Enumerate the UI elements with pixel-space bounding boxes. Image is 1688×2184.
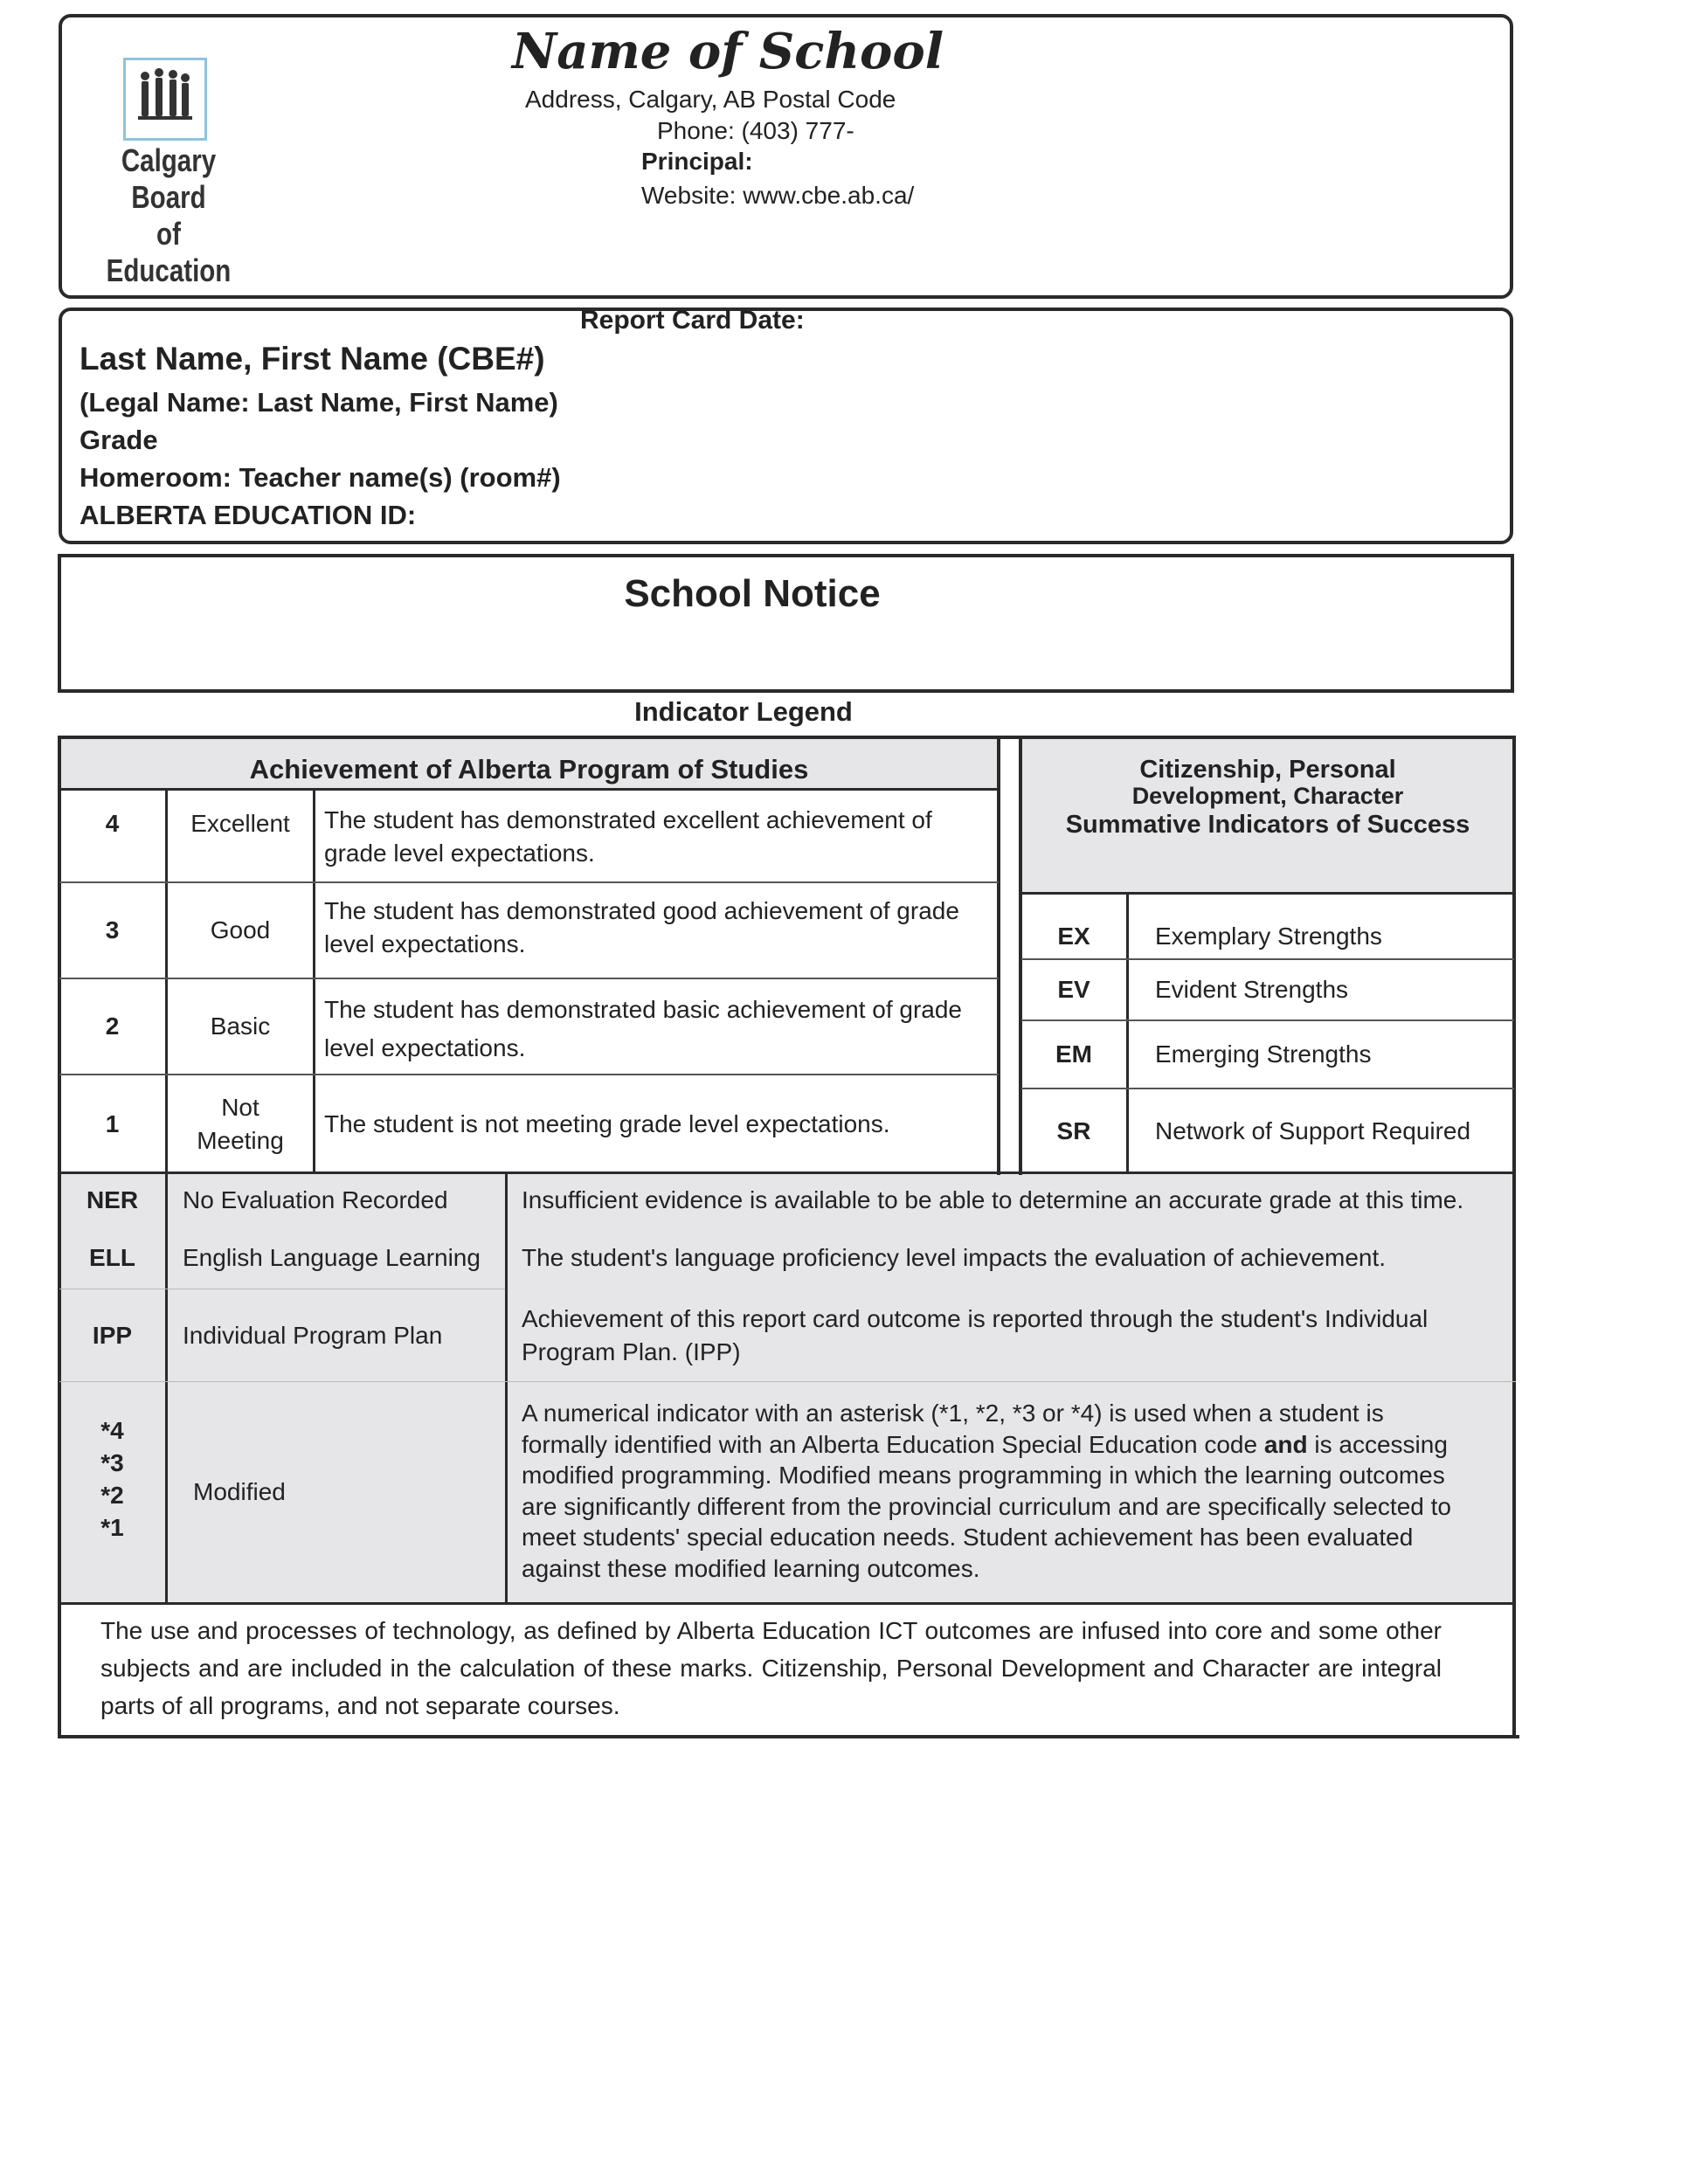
- achievement-label-not-meeting: Not Meeting: [197, 1094, 284, 1154]
- cbe-logo: [123, 58, 207, 141]
- citizenship-label-ev: Evident Strengths: [1155, 976, 1349, 1003]
- principal-label: Principal:: [641, 148, 753, 175]
- achievement-label-excellent: Excellent: [190, 810, 290, 837]
- modified-codes: [59, 1414, 165, 1544]
- indicator-code-ell: ELL: [89, 1244, 135, 1271]
- indicator-legend-title: Indicator Legend: [634, 696, 853, 727]
- report-card-date-label: Report Card Date:: [580, 306, 805, 335]
- modified-label: Modified: [193, 1478, 286, 1505]
- student-name: Last Name, First Name (CBE#): [80, 341, 545, 377]
- student-legal-name: (Legal Name: Last Name, First Name): [80, 387, 558, 418]
- achievement-desc-excellent: The student has demonstrated excellent achievement of grade level expectations.: [324, 806, 932, 867]
- school-notice-title: School Notice: [624, 572, 881, 615]
- achievement-desc-not-meeting: The student is not meeting grade level expectations.: [324, 1110, 890, 1137]
- achievement-code-4: 4: [105, 810, 120, 837]
- indicator-code-ner: NER: [86, 1186, 139, 1213]
- citizenship-col-divider: [1126, 892, 1129, 1173]
- school-phone: Phone: (403) 777-: [657, 117, 854, 144]
- citizenship-header-line3: Summative Indicators of Success: [1065, 811, 1470, 839]
- legend-top-border: [58, 736, 1516, 739]
- citizenship-header-line2: Development, Character: [1131, 783, 1404, 809]
- citizenship-code-ex: EX: [1057, 923, 1090, 950]
- cbe-logo-text: [93, 142, 244, 289]
- school-address: Address, Calgary, AB Postal Code: [525, 86, 896, 113]
- modified-desc: [522, 1398, 1474, 1584]
- school-website: Website: www.cbe.ab.ca/: [641, 182, 915, 209]
- achievement-col2-divider: [313, 788, 315, 1173]
- citizenship-code-sr: SR: [1056, 1117, 1091, 1144]
- indicator-label-ipp: Individual Program Plan: [183, 1322, 443, 1349]
- achievement-code-1: 1: [105, 1110, 120, 1137]
- indicator-label-ner: No Evaluation Recorded: [183, 1186, 448, 1213]
- legend-right-border: [1512, 736, 1516, 1738]
- citizenship-label-sr: Network of Support Required: [1155, 1117, 1471, 1144]
- modified-code-4: *4: [100, 1417, 124, 1444]
- modified-code-2: *2: [100, 1482, 124, 1509]
- achievement-code-3: 3: [105, 916, 120, 943]
- indicator-desc-ipp: Achievement of this report card outcome is reported through the student's Individual Program Plan. (IPP): [522, 1305, 1429, 1365]
- logo-text-line1: Calgary Board: [121, 142, 217, 215]
- achievement-header: Achievement of Alberta Program of Studies: [249, 754, 809, 784]
- indicator-desc-ner: Insufficient evidence is available to be able to determine an accurate grade at this time.: [522, 1186, 1464, 1213]
- technology-footer-note: The use and processes of technology, as defined by Alberta Education ICT outcomes are infused into core and some other subjects and are included in the calculation of these marks. Citizenship, Personal Development and Character are integral parts of all programs, and not separate courses.: [100, 1617, 1442, 1719]
- citizenship-header: [1021, 757, 1514, 840]
- legend-bottom-border: [58, 1735, 1519, 1738]
- student-grade: Grade: [80, 425, 158, 455]
- cbe-logo-figures-icon: [126, 60, 204, 138]
- achievement-desc-good: The student has demonstrated good achievement of grade level expectations.: [324, 897, 959, 957]
- logo-text-line2: of Education: [106, 216, 232, 288]
- achievement-code-2: 2: [105, 1013, 120, 1040]
- citizenship-label-em: Emerging Strengths: [1155, 1040, 1372, 1068]
- modified-code-1: *1: [100, 1514, 124, 1541]
- citizenship-header-line1: Citizenship, Personal: [1139, 756, 1396, 784]
- other-row-divider-2: [59, 1381, 1516, 1382]
- other-col1-divider: [165, 1171, 168, 1604]
- citizenship-label-ex: Exemplary Strengths: [1155, 923, 1382, 950]
- indicator-label-ell: English Language Learning: [183, 1244, 481, 1271]
- modified-desc-bold: and: [1263, 1430, 1308, 1458]
- achievement-right-border: [997, 736, 1000, 1175]
- student-homeroom: Homeroom: Teacher name(s) (room#): [80, 462, 561, 493]
- indicator-code-ipp: IPP: [92, 1322, 133, 1349]
- achievement-label-good: Good: [210, 916, 271, 943]
- citizenship-code-ev: EV: [1057, 976, 1090, 1003]
- modified-desc-part2: is accessing modified programming. Modified means programming in which the learning outcomes are significantly different from the provincial curriculum and are specifically selected to meet students' special education needs. Student achievement has been evaluated against these modified learning outcomes.: [522, 1430, 1451, 1582]
- footer-note-top-border: [58, 1602, 1516, 1605]
- modified-desc-part1: A numerical indicator with an asterisk (*1, *2, *3 or *4) is used when a student is formally identified with an Alberta Education Special Education code: [522, 1400, 1384, 1458]
- alberta-education-id: ALBERTA EDUCATION ID:: [80, 500, 417, 530]
- indicator-desc-ell: The student's language proficiency level impacts the evaluation of achievement.: [522, 1244, 1387, 1271]
- modified-code-3: *3: [100, 1449, 124, 1476]
- other-col2-divider: [505, 1171, 508, 1604]
- school-name: Name of School: [512, 23, 944, 80]
- achievement-label-basic: Basic: [210, 1013, 271, 1040]
- achievement-desc-basic: The student has demonstrated basic achievement of grade level expectations.: [324, 996, 962, 1061]
- citizenship-code-em: EM: [1055, 1040, 1092, 1068]
